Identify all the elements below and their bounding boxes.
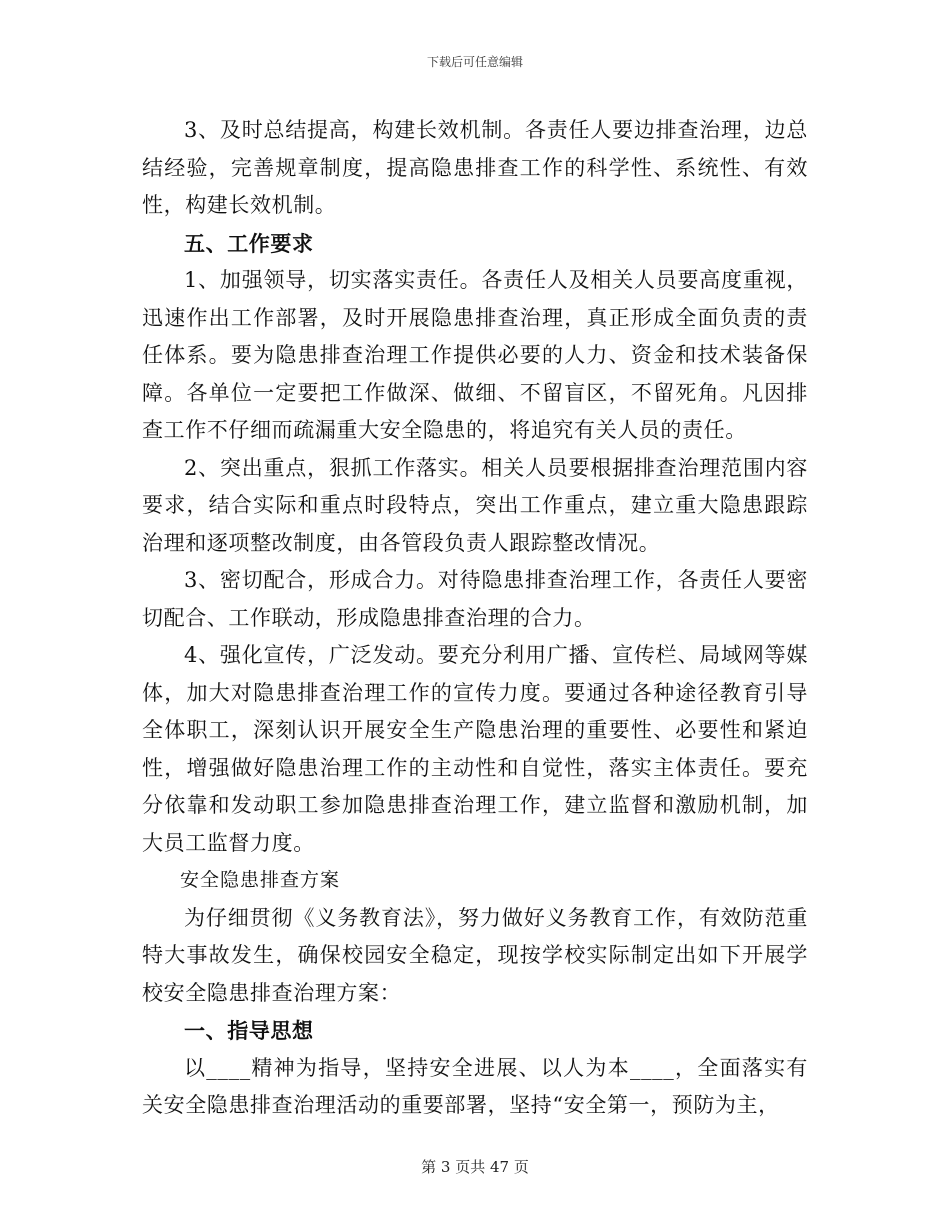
paragraph-highlight-priorities: 2、突出重点，狠抓工作落实。相关人员要根据排查治理范围内容要求，结合实际和重点时段特点，突出工作重点，建立重大隐患跟踪治理和逐项整改制度，由各管段负责人跟踪整改情况。	[142, 455, 808, 555]
paragraph-intro: 为仔细贯彻《义务教育法》，努力做好义务教育工作，有效防范重特大事故发生，确保校园安全稳定，现按学校实际制定出如下开展学校安全隐患排查治理方案：	[142, 905, 808, 1005]
paragraph-publicity: 4、强化宣传，广泛发动。要充分利用广播、宣传栏、局域网等媒体，加大对隐患排查治理工作的宣传力度。要通过各种途径教育引导全体职工，深刻认识开展安全生产隐患治理的重要性、必要性和紧迫性，增强做好隐患治理工作的主动性和自觉性，落实主体责任。要充分依靠和发动职工参加隐患排查治理工作，建立监督和激励机制，加大员工监督力度。	[142, 643, 808, 855]
document-body	[142, 112, 808, 1125]
paragraph-close-cooperation: 3、密切配合，形成合力。对待隐患排查治理工作，各责任人要密切配合、工作联动，形成隐患排查治理的合力。	[142, 568, 808, 630]
paragraph-summary-mechanism: 3、及时总结提高，构建长效机制。各责任人要边排查治理，边总结经验，完善规章制度，提高隐患排查工作的科学性、系统性、有效性，构建长效机制。	[142, 118, 808, 217]
paragraph-strengthen-leadership: 1、加强领导，切实落实责任。各责任人及相关人员要高度重视，迅速作出工作部署，及时开展隐患排查治理，真正形成全面负责的责任体系。要为隐患排查治理工作提供必要的人力、资金和技术装备保障。各单位一定要把工作做深、做细、不留盲区，不留死角。凡因排查工作不仔细而疏漏重大安全隐患的，将追究有关人员的责任。	[142, 268, 808, 442]
section-heading-guiding-ideology: 一、指导思想	[184, 1018, 314, 1043]
document-subtitle: 安全隐患排查方案	[180, 869, 341, 891]
page-header-note: 下载后可任意编辑	[426, 55, 523, 69]
paragraph-guiding-ideology: 以____精神为指导，坚持安全进展、以人为本____，全面落实有关安全隐患排查治理活动的重要部署，坚持“安全第一，预防为主，	[142, 1055, 808, 1117]
section-heading-work-requirements: 五、工作要求	[184, 230, 314, 256]
page-number-footer: 第 3 页共 47 页	[421, 1158, 529, 1176]
